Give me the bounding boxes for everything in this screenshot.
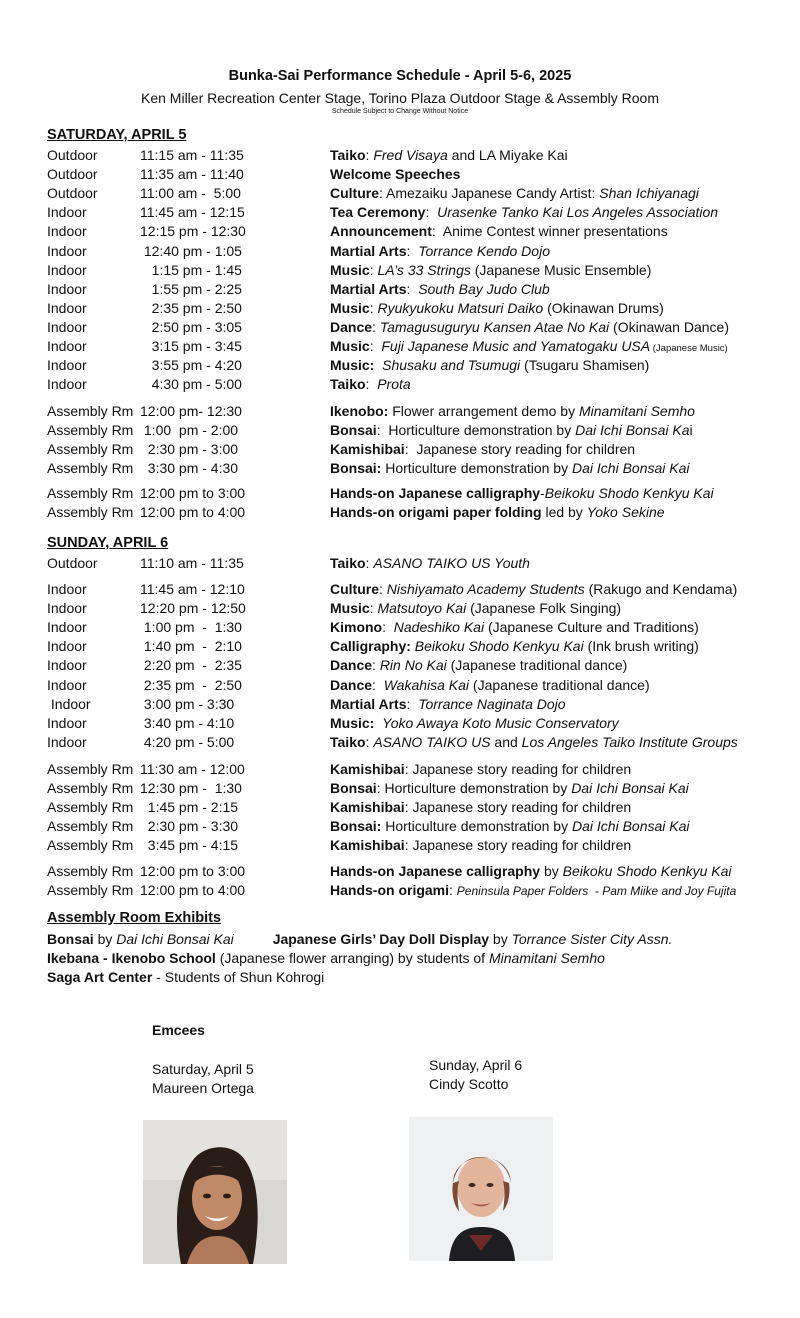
schedule-row <box>0 555 800 574</box>
event-category: Bonsai: <box>330 818 382 835</box>
event-detail: Horticulture demonstration by <box>388 422 576 439</box>
location-cell: Assembly Rm <box>47 818 134 835</box>
event-detail: and <box>490 733 522 750</box>
event-cell <box>330 243 550 259</box>
event-detail: i <box>689 422 693 439</box>
event-separator: : <box>404 799 413 816</box>
exhibit-line <box>47 950 605 966</box>
event-separator: : <box>406 280 419 297</box>
event-category: Kimono <box>330 619 383 636</box>
location-cell: Indoor <box>47 600 87 617</box>
time-cell: 3:40 pm - 4:10 <box>140 714 235 731</box>
time-cell: 12:30 pm - 1:30 <box>140 780 242 797</box>
event-cell <box>330 677 650 693</box>
event-category: Tea Ceremony <box>330 204 426 221</box>
event-detail: ASANO TAIKO US Youth <box>373 555 530 571</box>
event-cell <box>330 504 665 520</box>
location-cell: Indoor <box>47 338 87 354</box>
time-cell: 11:35 am - 11:40 <box>140 166 244 183</box>
event-cell <box>330 357 649 373</box>
schedule-row <box>0 376 800 395</box>
event-cell <box>330 715 619 731</box>
event-cell <box>330 619 699 635</box>
event-cell <box>330 780 689 796</box>
event-separator <box>374 357 382 373</box>
event-category: Calligraphy: <box>330 638 411 655</box>
event-category: Music <box>330 600 370 617</box>
event-detail: Beikoku Shodo Kenkyu Kai <box>562 863 732 879</box>
schedule-row <box>0 818 800 837</box>
exhibit-line <box>47 969 324 985</box>
location-cell: Assembly Rm <box>47 441 134 458</box>
exhibits-heading: Assembly Room Exhibits <box>47 910 222 926</box>
event-detail: South Bay Judo Club <box>418 280 550 297</box>
event-detail: Peninsula Paper Folders - Pam Miike and Joy Fujita <box>456 884 737 899</box>
event-cell <box>330 262 651 278</box>
event-detail: Beikoku Shodo Kenkyu Kai <box>544 485 714 501</box>
event-category: Bonsai: <box>330 460 382 477</box>
event-detail: (Japanese Music) <box>650 343 728 354</box>
event-detail: (Japanese Folk Singing) <box>466 600 622 617</box>
schedule-row <box>0 696 800 715</box>
event-separator: : <box>369 600 378 617</box>
event-category: Culture <box>330 185 379 202</box>
location-cell: Indoor <box>47 638 87 655</box>
time-cell: 4:30 pm - 5:00 <box>140 376 242 393</box>
time-cell: 12:00 pm to 3:00 <box>140 485 246 501</box>
schedule-row <box>0 485 800 504</box>
schedule-row <box>0 300 800 319</box>
event-detail: Prota <box>377 376 411 393</box>
event-cell <box>330 657 627 673</box>
event-category: Martial Arts <box>330 280 407 297</box>
exhibit-line <box>47 931 672 947</box>
exhibit-text: Minamitani Semho <box>488 950 605 966</box>
event-detail: (Ink brush writing) <box>583 638 699 655</box>
event-detail: Japanese story reading for children <box>412 799 632 816</box>
schedule-row <box>0 338 800 357</box>
event-cell <box>330 185 699 201</box>
time-cell: 12:40 pm - 1:05 <box>140 242 242 259</box>
time-cell: 1:55 pm - 2:25 <box>140 280 242 297</box>
time-cell: 12:15 pm - 12:30 <box>140 223 246 240</box>
event-separator: : <box>372 676 384 693</box>
event-category: Kamishibai <box>330 441 405 458</box>
location-cell: Assembly Rm <box>47 780 134 797</box>
event-category: Culture <box>330 581 379 597</box>
time-cell: 12:00 pm to 4:00 <box>140 882 246 899</box>
event-separator: : <box>404 837 413 854</box>
location-cell: Indoor <box>47 619 87 636</box>
event-category: Hands-on Japanese calligraphy <box>330 863 541 879</box>
time-cell: 1:00 pm - 2:00 <box>140 422 239 439</box>
event-category: Taiko <box>330 733 366 750</box>
time-cell: 3:55 pm - 4:20 <box>140 357 242 374</box>
time-cell: 2:35 pm - 2:50 <box>140 676 242 693</box>
time-cell: 2:30 pm - 3:30 <box>140 818 239 835</box>
schedule-row <box>0 677 800 696</box>
schedule-row <box>0 204 800 223</box>
location-cell: Outdoor <box>47 147 98 163</box>
event-detail: Los Angeles Taiko Institute Groups <box>521 733 738 750</box>
location-cell: Assembly Rm <box>47 863 134 879</box>
schedule-row <box>0 403 800 422</box>
event-detail: Anime Contest winner presentations <box>442 223 668 240</box>
event-detail: Beikoku Shodo Kenkyu Kai <box>414 638 584 655</box>
schedule-row <box>0 357 800 376</box>
schedule-row <box>0 504 800 523</box>
event-cell <box>330 799 631 815</box>
event-category: Hands-on origami paper folding <box>330 504 542 521</box>
schedule-row <box>0 223 800 242</box>
time-cell: 2:30 pm - 3:00 <box>140 441 239 458</box>
time-cell: 1:15 pm - 1:45 <box>140 261 242 278</box>
event-separator: : <box>404 441 417 458</box>
location-cell: Assembly Rm <box>47 422 134 439</box>
schedule-row <box>0 243 800 262</box>
event-category: Kamishibai <box>330 761 405 777</box>
event-separator: : <box>372 318 380 335</box>
event-separator: : <box>425 204 438 221</box>
exhibit-text: Japanese Girls’ Day Doll Display <box>272 931 490 947</box>
time-cell: 1:40 pm - 2:10 <box>140 638 242 655</box>
time-cell: 3:45 pm - 4:15 <box>140 837 239 854</box>
event-detail: Dai Ichi Bonsai Ka <box>575 422 690 439</box>
location-cell: Indoor <box>47 204 87 221</box>
location-cell: Indoor <box>47 280 87 297</box>
event-cell <box>330 734 738 750</box>
location-cell: Outdoor <box>47 185 98 202</box>
schedule-row <box>0 262 800 281</box>
location-cell: Indoor <box>47 657 87 674</box>
location-cell: Assembly Rm <box>47 504 134 521</box>
event-separator: : <box>382 619 394 636</box>
event-detail: Japanese story reading for children <box>412 837 632 854</box>
event-separator: : <box>365 733 374 750</box>
location-cell: Indoor <box>47 357 87 374</box>
event-category: Welcome Speeches <box>330 166 461 183</box>
event-detail: Dai Ichi Bonsai Kai <box>572 460 690 477</box>
event-detail: Shusaku and Tsumugi <box>382 357 521 374</box>
time-cell: 12:00 pm- 12:30 <box>140 403 242 419</box>
event-cell <box>330 818 690 834</box>
event-detail: (Tsugaru Shamisen) <box>520 357 650 374</box>
event-cell <box>330 581 737 597</box>
schedule-row <box>0 422 800 441</box>
event-cell <box>330 863 732 879</box>
event-category: Kamishibai <box>330 837 405 854</box>
time-cell: 11:00 am - 5:00 <box>140 185 241 202</box>
schedule-row <box>0 761 800 780</box>
event-detail: (Okinawan Dance) <box>609 318 729 335</box>
event-separator: : <box>369 338 382 354</box>
location-cell: Assembly Rm <box>47 403 134 419</box>
schedule-row <box>0 581 800 600</box>
event-category: Dance <box>330 318 373 335</box>
event-detail: (Japanese traditional dance) <box>469 676 650 693</box>
time-cell: 2:20 pm - 2:35 <box>140 657 242 674</box>
event-detail: Rin No Kai <box>379 657 447 674</box>
event-category: Music: <box>330 357 375 374</box>
event-detail: Ryukyukoku Matsuri Daiko <box>377 299 544 316</box>
time-cell: 3:00 pm - 3:30 <box>140 695 235 712</box>
event-detail: Horticulture demonstration by <box>384 780 572 797</box>
schedule-row <box>0 715 800 734</box>
event-detail: Dai Ichi Bonsai Kai <box>571 780 689 797</box>
location-cell: Assembly Rm <box>47 799 134 816</box>
time-cell: 2:35 pm - 2:50 <box>140 299 242 316</box>
location-cell: Indoor <box>47 318 87 335</box>
event-category: Bonsai <box>330 780 377 797</box>
time-cell: 3:30 pm - 4:30 <box>140 460 239 477</box>
event-category: Taiko <box>330 147 366 163</box>
event-separator: : <box>404 761 413 777</box>
event-cell <box>330 882 736 898</box>
time-cell: 11:10 am - 11:35 <box>140 555 244 571</box>
event-category: Kamishibai <box>330 799 405 816</box>
time-cell: 3:15 pm - 3:45 <box>140 338 242 354</box>
saturday-heading: SATURDAY, APRIL 5 <box>47 127 187 143</box>
event-cell <box>330 166 460 182</box>
exhibit-text: Bonsai <box>47 931 94 947</box>
time-cell: 11:15 am - 11:35 <box>140 147 244 163</box>
schedule-row <box>0 281 800 300</box>
schedule-row <box>0 185 800 204</box>
location-cell: Indoor <box>47 242 87 259</box>
sunday-heading: SUNDAY, APRIL 6 <box>47 535 169 551</box>
location-cell: Assembly Rm <box>47 485 134 501</box>
event-detail: Torrance Naginata Dojo <box>418 695 566 712</box>
event-category: Martial Arts <box>330 695 407 712</box>
event-detail: LA’s 33 Strings <box>377 261 471 278</box>
schedule-row <box>0 799 800 818</box>
emcee-sunday-day: Sunday, April 6 <box>429 1057 523 1073</box>
schedule-row <box>0 657 800 676</box>
event-detail: Minamitani Semho <box>579 403 695 419</box>
event-detail: led by <box>545 504 587 521</box>
location-cell: Outdoor <box>47 166 98 183</box>
event-cell <box>330 485 714 501</box>
schedule-row <box>0 460 800 479</box>
location-cell: Assembly Rm <box>47 460 134 477</box>
exhibit-text: Saga Art Center <box>47 969 153 985</box>
event-separator: : <box>449 882 457 899</box>
event-detail: Yoko Awaya Koto Music Conservatory <box>382 714 619 731</box>
time-cell: 12:20 pm - 12:50 <box>140 600 246 617</box>
time-cell: 4:20 pm - 5:00 <box>140 733 235 750</box>
event-detail: Fuji Japanese Music and Yamatogaku USA <box>381 338 651 354</box>
event-category: Hands-on Japanese calligraphy <box>330 485 541 501</box>
event-category: Hands-on origami <box>330 882 450 899</box>
schedule-row <box>0 441 800 460</box>
event-detail: (Okinawan Drums) <box>543 299 664 316</box>
exhibit-text <box>234 931 273 947</box>
event-category: Taiko <box>330 376 366 393</box>
event-detail: Japanese story reading for children <box>416 441 636 458</box>
event-detail: Flower arrangement demo by <box>392 403 579 419</box>
event-separator: : <box>369 299 378 316</box>
time-cell: 11:45 am - 12:10 <box>140 581 245 597</box>
event-detail: (Rakugo and Kendama) <box>584 581 738 597</box>
exhibit-text: by <box>489 931 512 947</box>
time-cell: 11:30 am - 12:00 <box>140 761 245 777</box>
event-cell <box>330 281 550 297</box>
event-category: Bonsai <box>330 422 377 439</box>
exhibit-text: (Japanese flower arranging) by students of <box>215 950 489 966</box>
emcee-saturday-day: Saturday, April 5 <box>152 1061 254 1077</box>
event-separator: : <box>379 185 387 202</box>
schedule-row <box>0 780 800 799</box>
event-category: Taiko <box>330 555 366 571</box>
schedule-row <box>0 638 800 657</box>
event-separator: : <box>376 780 385 797</box>
event-detail: Horticulture demonstration by <box>385 818 572 835</box>
event-cell <box>330 223 668 239</box>
location-cell: Indoor <box>47 695 91 712</box>
event-cell <box>330 204 718 220</box>
event-detail: ASANO TAIKO US <box>373 733 491 750</box>
venue-subtitle: Ken Miller Recreation Center Stage, Torino Plaza Outdoor Stage & Assembly Room <box>141 90 659 106</box>
event-cell <box>330 338 728 354</box>
event-category: Ikenobo: <box>330 403 389 419</box>
event-cell <box>330 761 631 777</box>
event-separator <box>374 715 382 731</box>
page-title: Bunka-Sai Performance Schedule - April 5-6, 2025 <box>228 68 572 84</box>
event-category: Announcement <box>330 223 432 240</box>
event-detail: by <box>543 863 563 879</box>
location-cell: Assembly Rm <box>47 837 134 854</box>
event-category: Martial Arts <box>330 242 407 259</box>
time-cell: 2:50 pm - 3:05 <box>140 318 242 335</box>
event-detail: (Japanese Culture and Traditions) <box>484 619 699 636</box>
event-category: Dance <box>330 657 373 674</box>
event-detail: Tamagusuguryu Kansen Atae No Kai <box>379 318 610 335</box>
event-separator: : <box>431 223 443 240</box>
event-detail: Matsutoyo Kai <box>377 600 467 617</box>
location-cell: Outdoor <box>47 555 98 571</box>
location-cell: Indoor <box>47 733 87 750</box>
event-detail: (Japanese traditional dance) <box>446 657 628 674</box>
event-separator: : <box>369 261 378 278</box>
event-category: Music <box>330 261 370 278</box>
event-cell <box>330 555 530 571</box>
event-cell <box>330 403 695 419</box>
event-category: Dance <box>330 676 373 693</box>
event-cell <box>330 441 635 457</box>
event-detail: Horticulture demonstration by <box>385 460 572 477</box>
event-detail: Wakahisa Kai <box>383 676 470 693</box>
schedule-row <box>0 600 800 619</box>
event-detail: Torrance Kendo Dojo <box>418 242 550 259</box>
event-category: Music <box>330 299 370 316</box>
exhibit-text: by <box>93 931 117 947</box>
event-cell <box>330 376 411 392</box>
event-category: Music <box>330 338 370 354</box>
location-cell: Indoor <box>47 376 87 393</box>
schedule-row <box>0 837 800 856</box>
event-detail: Dai Ichi Bonsai Kai <box>572 818 690 835</box>
emcee-saturday-name: Maureen Ortega <box>152 1080 254 1096</box>
event-separator: : <box>379 581 387 597</box>
event-separator: : <box>406 695 419 712</box>
event-cell <box>330 422 693 438</box>
event-separator: : <box>365 555 374 571</box>
time-cell: 11:45 am - 12:15 <box>140 204 245 221</box>
emcee-saturday-photo <box>143 1120 287 1264</box>
event-detail: (Japanese Music Ensemble) <box>470 261 652 278</box>
event-detail: Shan Ichiyanagi <box>599 185 699 202</box>
exhibit-text: - Students of Shun Kohrogi <box>152 969 325 985</box>
event-separator: : <box>406 242 419 259</box>
location-cell: Indoor <box>47 714 87 731</box>
event-separator: : <box>372 657 380 674</box>
emcee-sunday-photo <box>409 1117 553 1261</box>
event-detail: Amezaiku Japanese Candy Artist: <box>386 185 600 202</box>
location-cell: Assembly Rm <box>47 761 134 777</box>
event-cell <box>330 300 664 316</box>
time-cell: 12:00 pm to 3:00 <box>140 863 246 879</box>
time-cell: 1:00 pm - 1:30 <box>140 619 242 636</box>
event-cell <box>330 837 631 853</box>
exhibit-text: Ikebana - Ikenobo School <box>47 950 216 966</box>
event-detail: Fred Visaya <box>373 147 448 163</box>
event-detail: Japanese story reading for children <box>412 761 632 777</box>
event-category: Music: <box>330 714 375 731</box>
location-cell: Indoor <box>47 676 87 693</box>
schedule-row <box>0 863 800 882</box>
event-separator: : <box>365 147 374 163</box>
event-separator: - <box>540 485 545 501</box>
location-cell: Indoor <box>47 299 87 316</box>
event-cell <box>330 600 621 616</box>
event-detail: Yoko Sekine <box>586 504 665 521</box>
location-cell: Assembly Rm <box>47 882 134 899</box>
time-cell: 1:45 pm - 2:15 <box>140 799 239 816</box>
exhibit-text: Torrance Sister City Assn. <box>511 931 673 947</box>
event-cell <box>330 147 568 163</box>
schedule-row <box>0 319 800 338</box>
time-cell: 12:00 pm to 4:00 <box>140 504 246 521</box>
location-cell: Indoor <box>47 261 87 278</box>
schedule-note: Schedule Subject to Change Without Notice <box>331 108 469 115</box>
location-cell: Indoor <box>47 581 87 597</box>
event-cell <box>330 638 699 654</box>
event-detail: Urasenke Tanko Kai Los Angeles Association <box>437 204 719 221</box>
event-cell <box>330 696 566 712</box>
schedule-row <box>0 619 800 638</box>
schedule-row <box>0 734 800 753</box>
event-cell <box>330 319 729 335</box>
event-separator: : <box>365 376 378 393</box>
location-cell: Indoor <box>47 223 87 240</box>
event-cell <box>330 460 690 476</box>
event-detail: Nishiyamato Academy Students <box>386 581 585 597</box>
event-separator: : <box>376 422 389 439</box>
exhibit-text: Dai Ichi Bonsai Kai <box>116 931 234 947</box>
schedule-row <box>0 882 800 901</box>
event-detail: Nadeshiko Kai <box>393 619 485 636</box>
emcees-heading: Emcees <box>152 1022 205 1038</box>
event-detail: and LA Miyake Kai <box>447 147 568 163</box>
schedule-row <box>0 147 800 166</box>
schedule-row <box>0 166 800 185</box>
emcee-sunday-name: Cindy Scotto <box>429 1076 509 1092</box>
